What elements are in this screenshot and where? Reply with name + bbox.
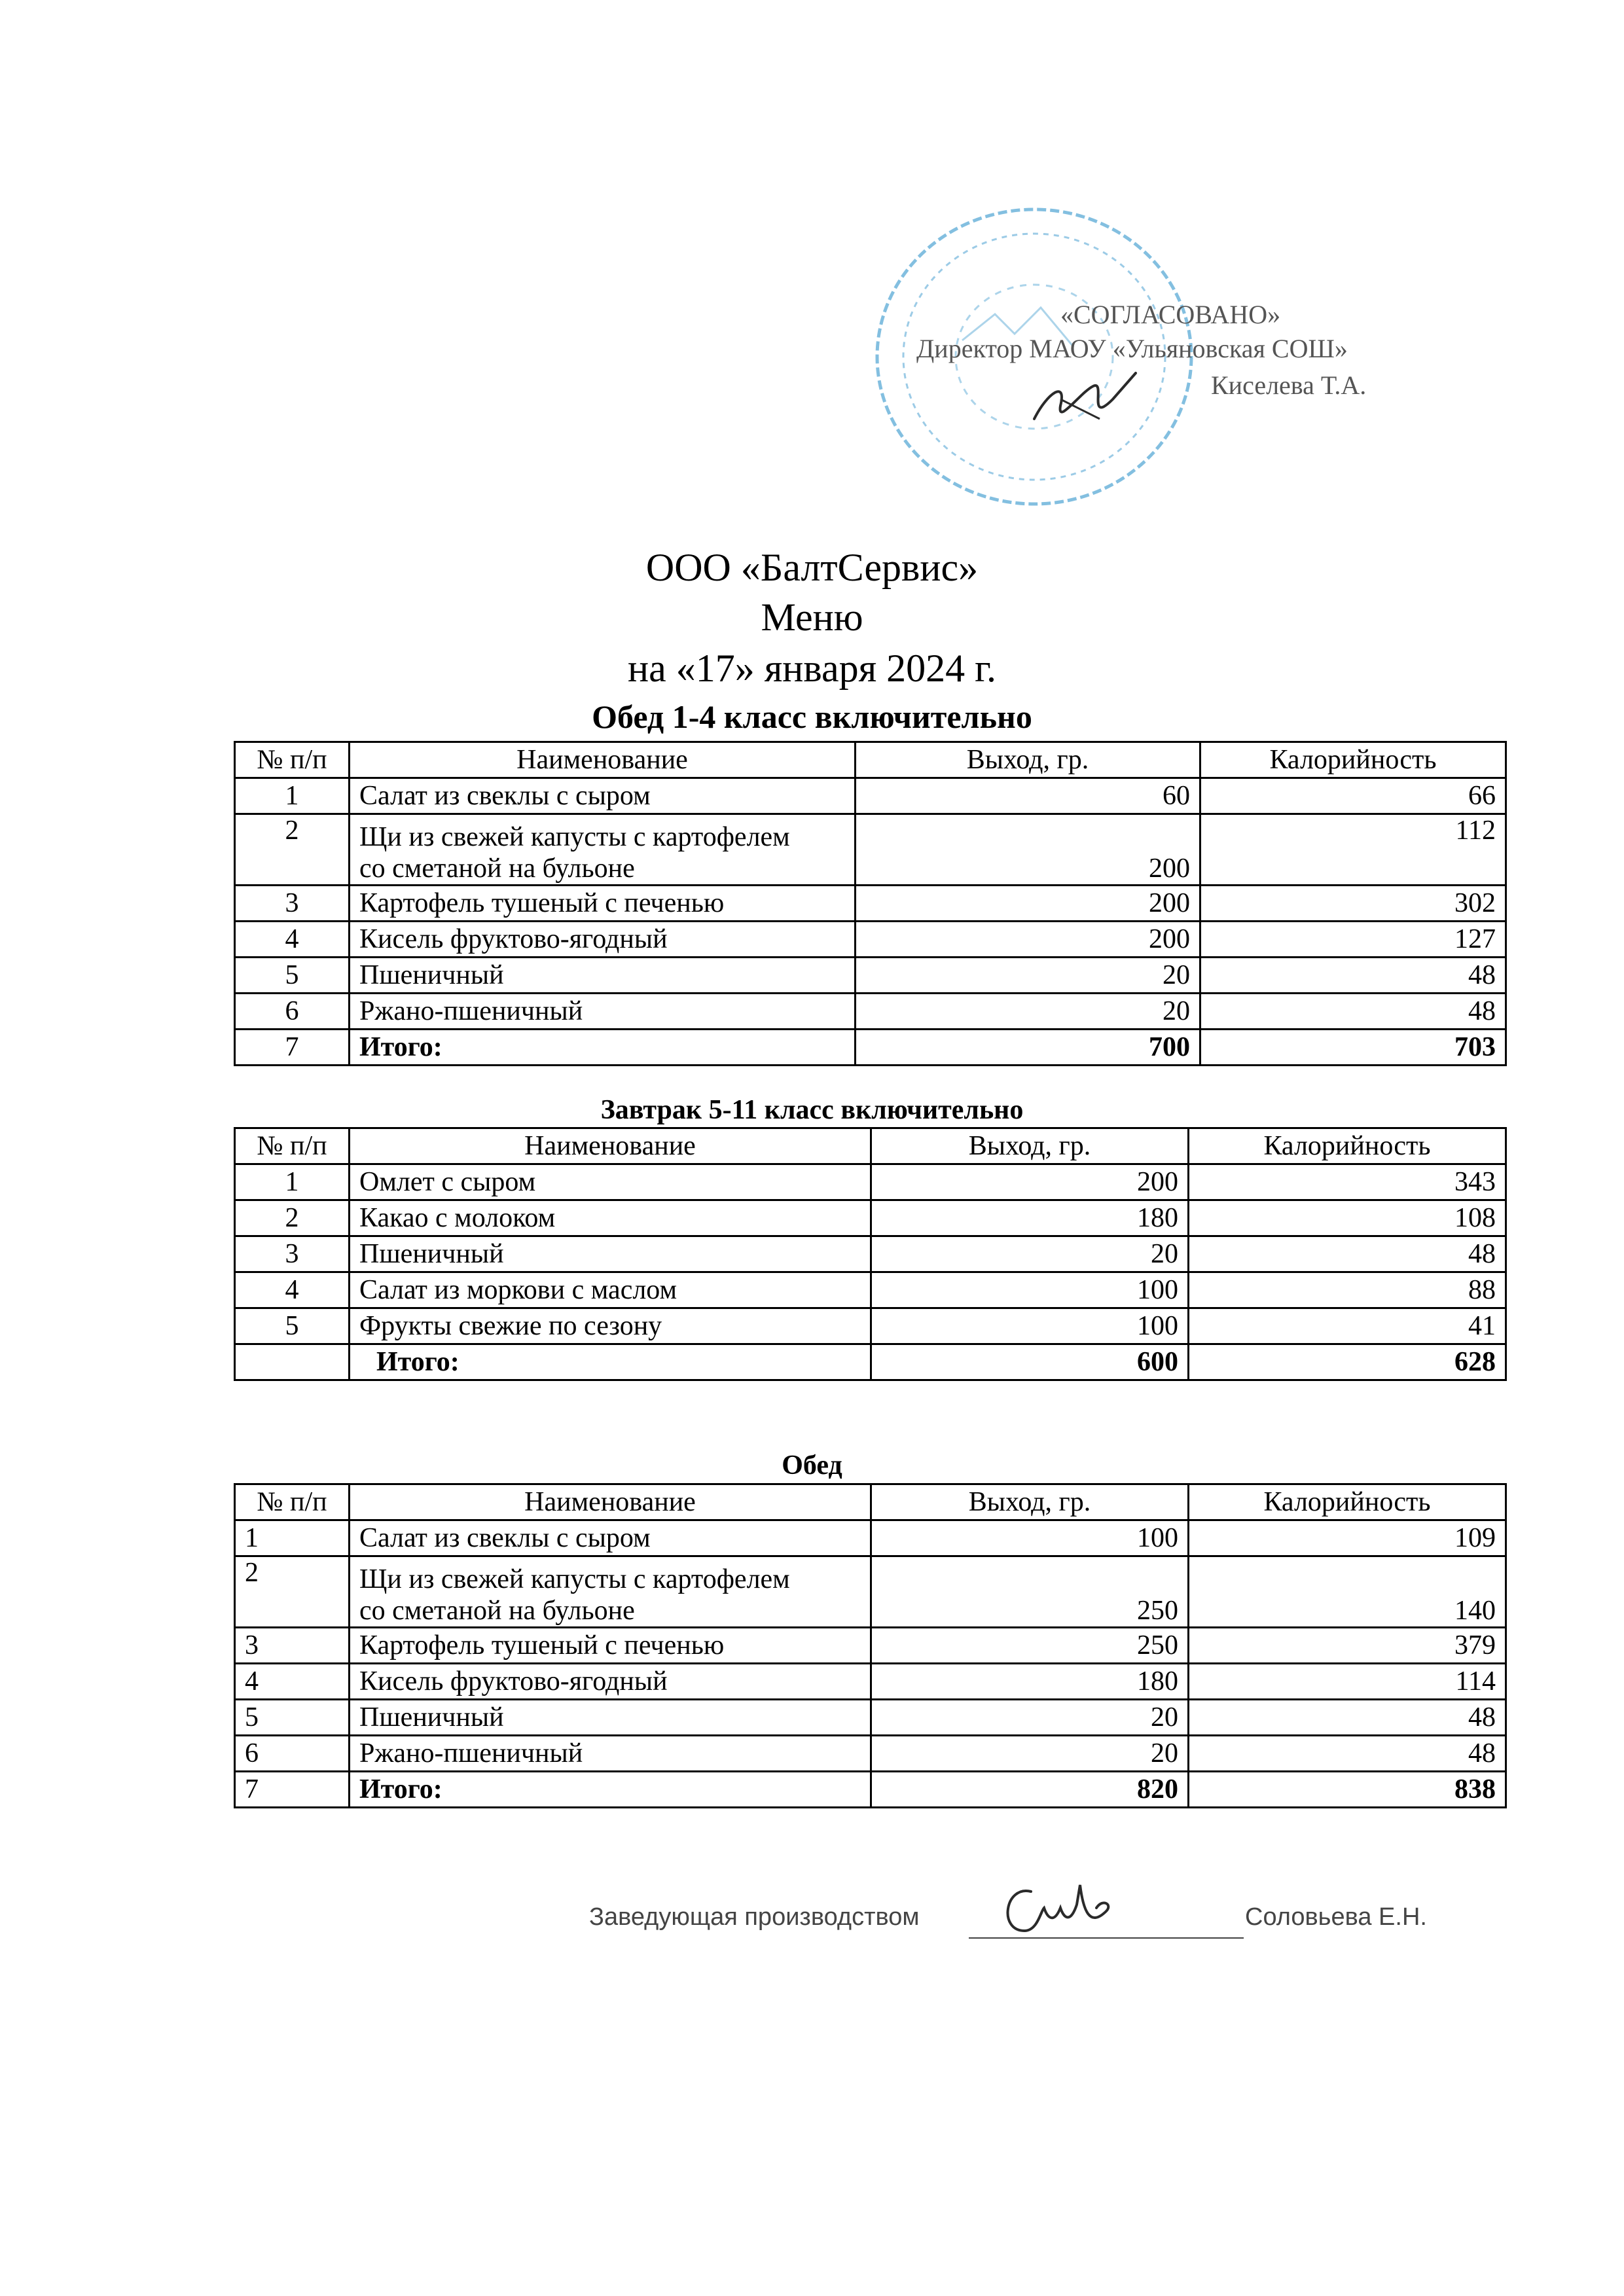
col-header-output: Выход, гр. [856, 742, 1200, 778]
dish-name [350, 814, 856, 886]
row-number: 5 [235, 958, 350, 994]
table-total-row [235, 1344, 1506, 1380]
row-number: 3 [235, 886, 350, 922]
total-calories: 628 [1189, 1344, 1506, 1380]
total-calories: 703 [1200, 1030, 1506, 1066]
dish-output: 20 [871, 1236, 1189, 1272]
row-number: 3 [235, 1236, 350, 1272]
dish-calories: 114 [1189, 1664, 1506, 1700]
dish-output: 100 [871, 1308, 1189, 1344]
total-output: 700 [856, 1030, 1200, 1066]
approval-name: Киселева Т.А. [1211, 370, 1367, 400]
row-number: 6 [235, 1736, 350, 1772]
dish-output: 20 [871, 1736, 1189, 1772]
dish-calories: 41 [1189, 1308, 1506, 1344]
col-header-number: № п/п [235, 1484, 350, 1520]
total-calories: 838 [1189, 1772, 1506, 1808]
table-row [235, 922, 1506, 958]
dish-output: 200 [871, 1164, 1189, 1200]
menu-table-lunch-1-4 [234, 741, 1507, 1066]
dish-name: Какао с молоком [350, 1200, 871, 1236]
col-header-name: Наименование [350, 1128, 871, 1164]
col-header-number: № п/п [235, 1128, 350, 1164]
table-row [235, 1556, 1506, 1628]
menu-table-breakfast-5-11 [234, 1127, 1507, 1381]
table-row [235, 1236, 1506, 1272]
dish-calories: 108 [1189, 1200, 1506, 1236]
table-row [235, 1200, 1506, 1236]
dish-output: 100 [871, 1272, 1189, 1308]
dish-name: Салат из свеклы с сыром [350, 1520, 871, 1556]
dish-output: 20 [856, 958, 1200, 994]
row-number: 4 [235, 922, 350, 958]
dish-calories: 109 [1189, 1520, 1506, 1556]
table-row [235, 886, 1506, 922]
table-header-row [235, 1128, 1506, 1164]
table-row [235, 1272, 1506, 1308]
table-row [235, 814, 1506, 886]
table-row [235, 1164, 1506, 1200]
dish-output: 20 [856, 994, 1200, 1030]
dish-calories: 379 [1189, 1628, 1506, 1664]
table-row [235, 1628, 1506, 1664]
row-number: 2 [235, 1556, 350, 1628]
col-header-output: Выход, гр. [871, 1484, 1189, 1520]
dish-calories: 48 [1189, 1700, 1506, 1736]
table-row [235, 958, 1506, 994]
table-row [235, 1664, 1506, 1700]
col-header-name: Наименование [350, 742, 856, 778]
footer-name: Соловьева Е.Н. [1245, 1903, 1427, 1931]
dish-name: Салат из моркови с маслом [350, 1272, 871, 1308]
dish-calories: 343 [1189, 1164, 1506, 1200]
dish-output: 200 [856, 922, 1200, 958]
table-header-row [235, 742, 1506, 778]
dish-calories: 112 [1200, 814, 1506, 886]
dish-name: Картофель тушеный с печенью [350, 886, 856, 922]
row-number: 7 [235, 1772, 350, 1808]
dish-calories: 66 [1200, 778, 1506, 814]
dish-output: 250 [871, 1556, 1189, 1628]
row-number: 6 [235, 994, 350, 1030]
dish-name-line1: Щи из свежей капусты с картофелем [359, 822, 790, 852]
total-label: Итого: [350, 1772, 871, 1808]
dish-name-line2: со сметаной на бульоне [359, 853, 635, 884]
approval-title: «СОГЛАСОВАНО» [1060, 300, 1281, 329]
dish-name: Картофель тушеный с печенью [350, 1628, 871, 1664]
dish-name: Ржано-пшеничный [350, 994, 856, 1030]
dish-calories: 140 [1189, 1556, 1506, 1628]
table-total-row [235, 1030, 1506, 1066]
total-label: Итого: [350, 1344, 871, 1380]
row-number: 4 [235, 1664, 350, 1700]
dish-output: 180 [871, 1200, 1189, 1236]
dish-calories: 302 [1200, 886, 1506, 922]
dish-output: 250 [871, 1628, 1189, 1664]
dish-name-line1: Щи из свежей капусты с картофелем [359, 1564, 790, 1594]
col-header-calories: Калорийность [1200, 742, 1506, 778]
dish-name: Пшеничный [350, 1700, 871, 1736]
section-title: Обед [782, 1450, 842, 1480]
col-header-output: Выход, гр. [871, 1128, 1189, 1164]
dish-name: Пшеничный [350, 958, 856, 994]
dish-calories: 127 [1200, 922, 1506, 958]
table-row [235, 1308, 1506, 1344]
table-header-row [235, 1484, 1506, 1520]
menu-date: на «17» января 2024 г. [627, 647, 997, 690]
total-label: Итого: [350, 1030, 856, 1066]
row-number: 5 [235, 1700, 350, 1736]
row-number: 4 [235, 1272, 350, 1308]
dish-output: 20 [871, 1700, 1189, 1736]
dish-calories: 48 [1189, 1736, 1506, 1772]
director-signature [1021, 353, 1146, 439]
dish-output: 180 [871, 1664, 1189, 1700]
section-title: Обед 1-4 класс включительно [592, 698, 1032, 735]
row-number: 7 [235, 1030, 350, 1066]
dish-output: 200 [856, 814, 1200, 886]
table-row [235, 994, 1506, 1030]
row-number: 2 [235, 814, 350, 886]
table-row [235, 1700, 1506, 1736]
table-row [235, 1520, 1506, 1556]
approval-position: Директор МАОУ «Ульяновская СОШ» [916, 334, 1348, 363]
row-number [235, 1344, 350, 1380]
table-row [235, 1736, 1506, 1772]
row-number: 1 [235, 1520, 350, 1556]
dish-output: 60 [856, 778, 1200, 814]
document-title: Меню [761, 596, 863, 639]
dish-name: Ржано-пшеничный [350, 1736, 871, 1772]
dish-calories: 88 [1189, 1272, 1506, 1308]
row-number: 5 [235, 1308, 350, 1344]
dish-output: 200 [856, 886, 1200, 922]
dish-output: 100 [871, 1520, 1189, 1556]
company-name: ООО «БалтСервис» [645, 546, 979, 589]
total-output: 600 [871, 1344, 1189, 1380]
production-manager-signature [992, 1872, 1129, 1944]
section-title: Завтрак 5-11 класс включительно [600, 1095, 1024, 1125]
dish-name: Салат из свеклы с сыром [350, 778, 856, 814]
table-total-row [235, 1772, 1506, 1808]
col-header-calories: Калорийность [1189, 1484, 1506, 1520]
dish-calories: 48 [1189, 1236, 1506, 1272]
footer-role: Заведующая производством [589, 1903, 920, 1931]
total-output: 820 [871, 1772, 1189, 1808]
dish-name [350, 1556, 871, 1628]
dish-calories: 48 [1200, 958, 1506, 994]
dish-name: Кисель фруктово-ягодный [350, 1664, 871, 1700]
dish-name: Кисель фруктово-ягодный [350, 922, 856, 958]
row-number: 1 [235, 778, 350, 814]
dish-name: Фрукты свежие по сезону [350, 1308, 871, 1344]
dish-name: Пшеничный [350, 1236, 871, 1272]
row-number: 3 [235, 1628, 350, 1664]
row-number: 2 [235, 1200, 350, 1236]
col-header-name: Наименование [350, 1484, 871, 1520]
dish-calories: 48 [1200, 994, 1506, 1030]
col-header-calories: Калорийность [1189, 1128, 1506, 1164]
table-row [235, 778, 1506, 814]
dish-name-line2: со сметаной на бульоне [359, 1596, 635, 1626]
dish-name: Омлет с сыром [350, 1164, 871, 1200]
row-number: 1 [235, 1164, 350, 1200]
col-header-number: № п/п [235, 742, 350, 778]
menu-table-lunch [234, 1483, 1507, 1808]
